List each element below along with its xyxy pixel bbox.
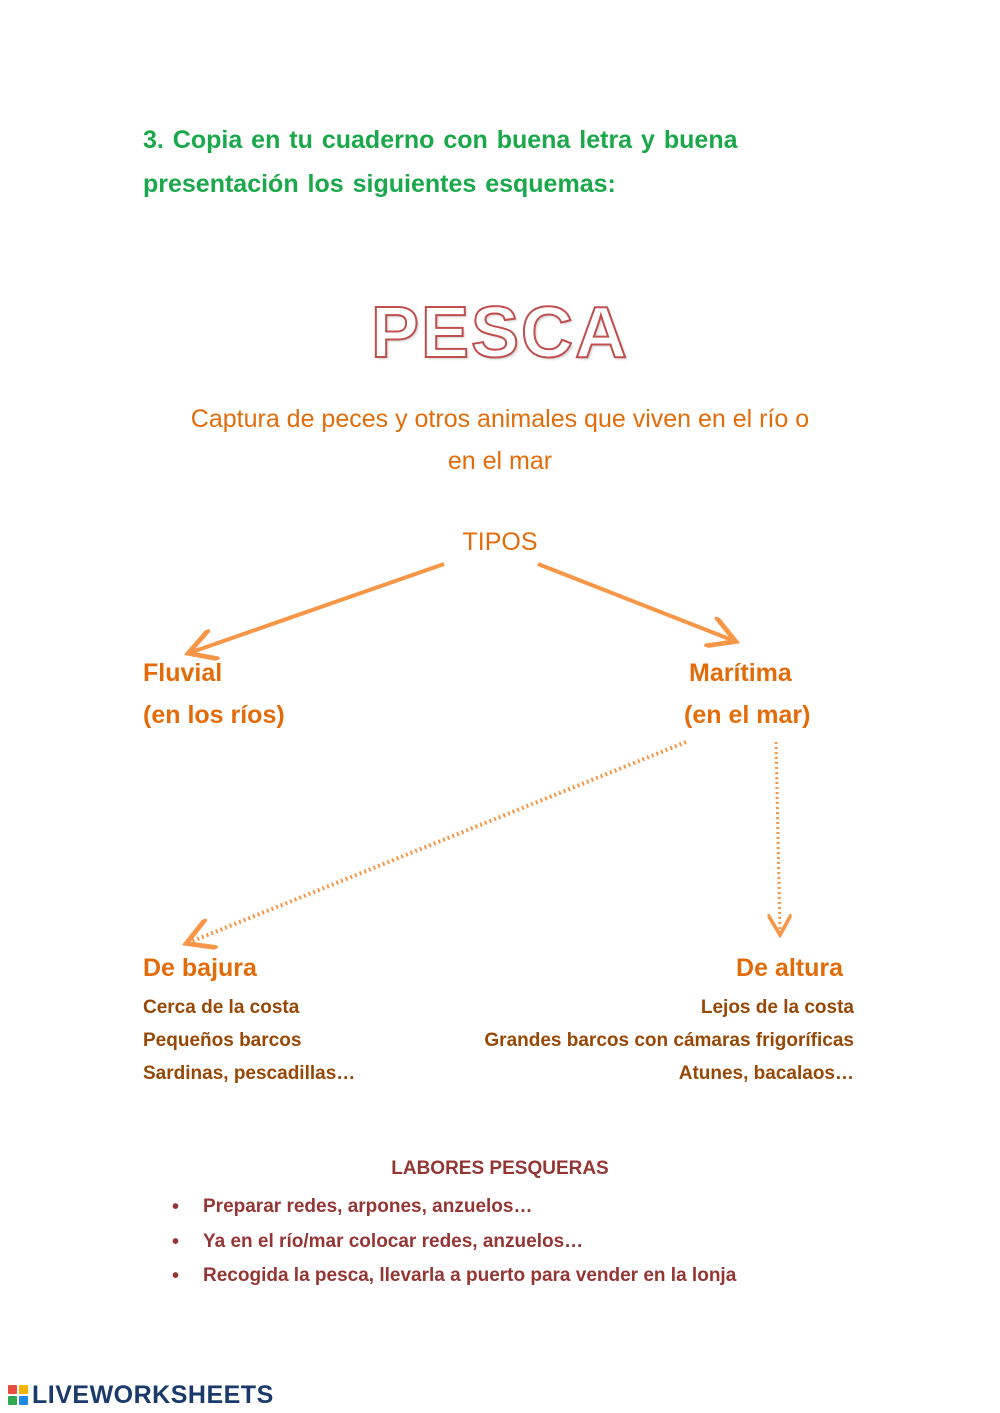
list-item <box>168 1259 736 1294</box>
labores-title: LABORES PESQUERAS <box>391 1158 609 1179</box>
bajura-detail-3: Sardinas, pescadillas… <box>143 1063 356 1084</box>
arrow-to-maritima <box>538 564 732 640</box>
list-item <box>168 1190 736 1225</box>
bullet-icon: • <box>172 1230 180 1253</box>
tipos-label: TIPOS <box>462 528 538 556</box>
altura-detail-1: Lejos de la costa <box>700 997 854 1018</box>
bajura-detail-1: Cerca de la costa <box>143 997 300 1018</box>
fluvial-desc: (en los ríos) <box>143 701 285 729</box>
dotted-arrow-to-altura <box>776 742 780 932</box>
liveworksheets-logo[interactable] <box>8 1380 274 1410</box>
labores-item-text: Ya en el río/mar colocar redes, anzuelos… <box>203 1230 584 1252</box>
bullet-icon: • <box>172 1265 180 1287</box>
fluvial-block <box>143 652 285 736</box>
arrow-to-fluvial <box>192 564 444 652</box>
brand-name: LIVEWORKSHEETS <box>32 1380 274 1409</box>
instruction-line-2: presentación los siguientes esquemas: <box>143 170 616 198</box>
bajura-details <box>143 991 355 1090</box>
altura-title: De altura <box>736 954 843 982</box>
altura-details <box>440 991 854 1090</box>
bajura-detail-2: Pequeños barcos <box>143 1030 302 1051</box>
page-title: PESCA <box>370 293 630 373</box>
maritima-name: Marítima <box>689 659 792 687</box>
labores-item-text: Preparar redes, arpones, anzuelos… <box>203 1196 533 1217</box>
logo-blocks-icon <box>8 1385 28 1405</box>
list-item <box>168 1225 736 1260</box>
dotted-arrow-to-bajura <box>190 742 686 942</box>
maritima-desc: (en el mar) <box>684 701 811 729</box>
maritima-block <box>684 652 810 736</box>
bajura-title: De bajura <box>143 954 257 982</box>
instruction-line-1: 3. Copia en tu cuaderno con buena letra y buena <box>143 126 738 154</box>
altura-detail-3: Atunes, bacalaos… <box>678 1063 854 1084</box>
bullet-icon: • <box>172 1196 180 1218</box>
labores-item-text: Recogida la pesca, llevarla a puerto para vender en la lonja <box>203 1265 737 1286</box>
definition-line-1: Captura de peces y otros animales que viven en el río o <box>190 405 810 433</box>
fluvial-name: Fluvial <box>143 659 223 687</box>
altura-detail-2: Grandes barcos con cámaras frigoríficas <box>484 1030 854 1051</box>
labores-list <box>168 1190 736 1294</box>
definition-line-2: en el mar <box>447 447 553 475</box>
